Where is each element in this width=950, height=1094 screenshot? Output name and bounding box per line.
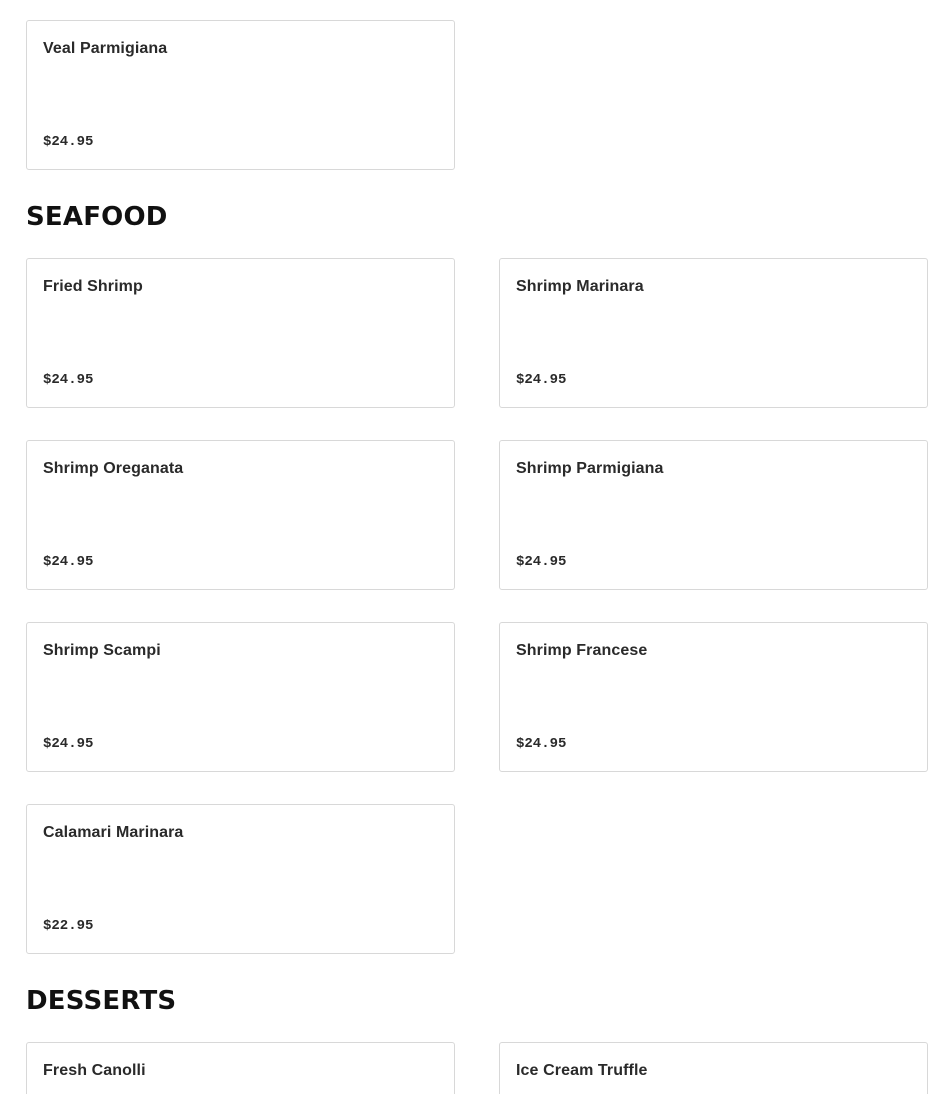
section-heading-seafood: SEAFOOD [26, 202, 168, 232]
menu-item-card[interactable] [26, 804, 455, 954]
menu-item-card[interactable] [499, 622, 928, 772]
menu-item-price: $24.95 [516, 554, 567, 570]
menu-item-price: $24.95 [43, 134, 94, 150]
menu-item-name: Fresh Canolli [43, 1062, 146, 1079]
menu-item-price: $24.95 [43, 372, 94, 388]
menu-item-price: $24.95 [516, 372, 567, 388]
menu-item-card[interactable] [499, 1042, 928, 1094]
menu-item-name: Shrimp Oreganata [43, 460, 184, 477]
menu-item-name: Shrimp Marinara [516, 278, 644, 295]
menu-item-name: Fried Shrimp [43, 278, 143, 295]
menu-item-name: Shrimp Francese [516, 642, 648, 659]
menu-item-name: Ice Cream Truffle [516, 1062, 648, 1079]
menu-item-price: $22.95 [43, 918, 94, 934]
menu-item-card[interactable] [26, 1042, 455, 1094]
menu-item-card[interactable] [26, 440, 455, 590]
menu-item-name: Calamari Marinara [43, 824, 184, 841]
section-heading-desserts: DESSERTS [26, 986, 177, 1016]
menu-item-name: Veal Parmigiana [43, 40, 168, 57]
menu-item-card[interactable] [26, 622, 455, 772]
menu-item-name: Shrimp Scampi [43, 642, 161, 659]
menu-item-price: $24.95 [43, 736, 94, 752]
menu-item-price: $24.95 [516, 736, 567, 752]
menu-item-card[interactable] [499, 440, 928, 590]
menu-item-name: Shrimp Parmigiana [516, 460, 664, 477]
menu-item-card[interactable] [26, 20, 455, 170]
menu-item-card[interactable] [26, 258, 455, 408]
menu-item-price: $24.95 [43, 554, 94, 570]
menu-item-card[interactable] [499, 258, 928, 408]
